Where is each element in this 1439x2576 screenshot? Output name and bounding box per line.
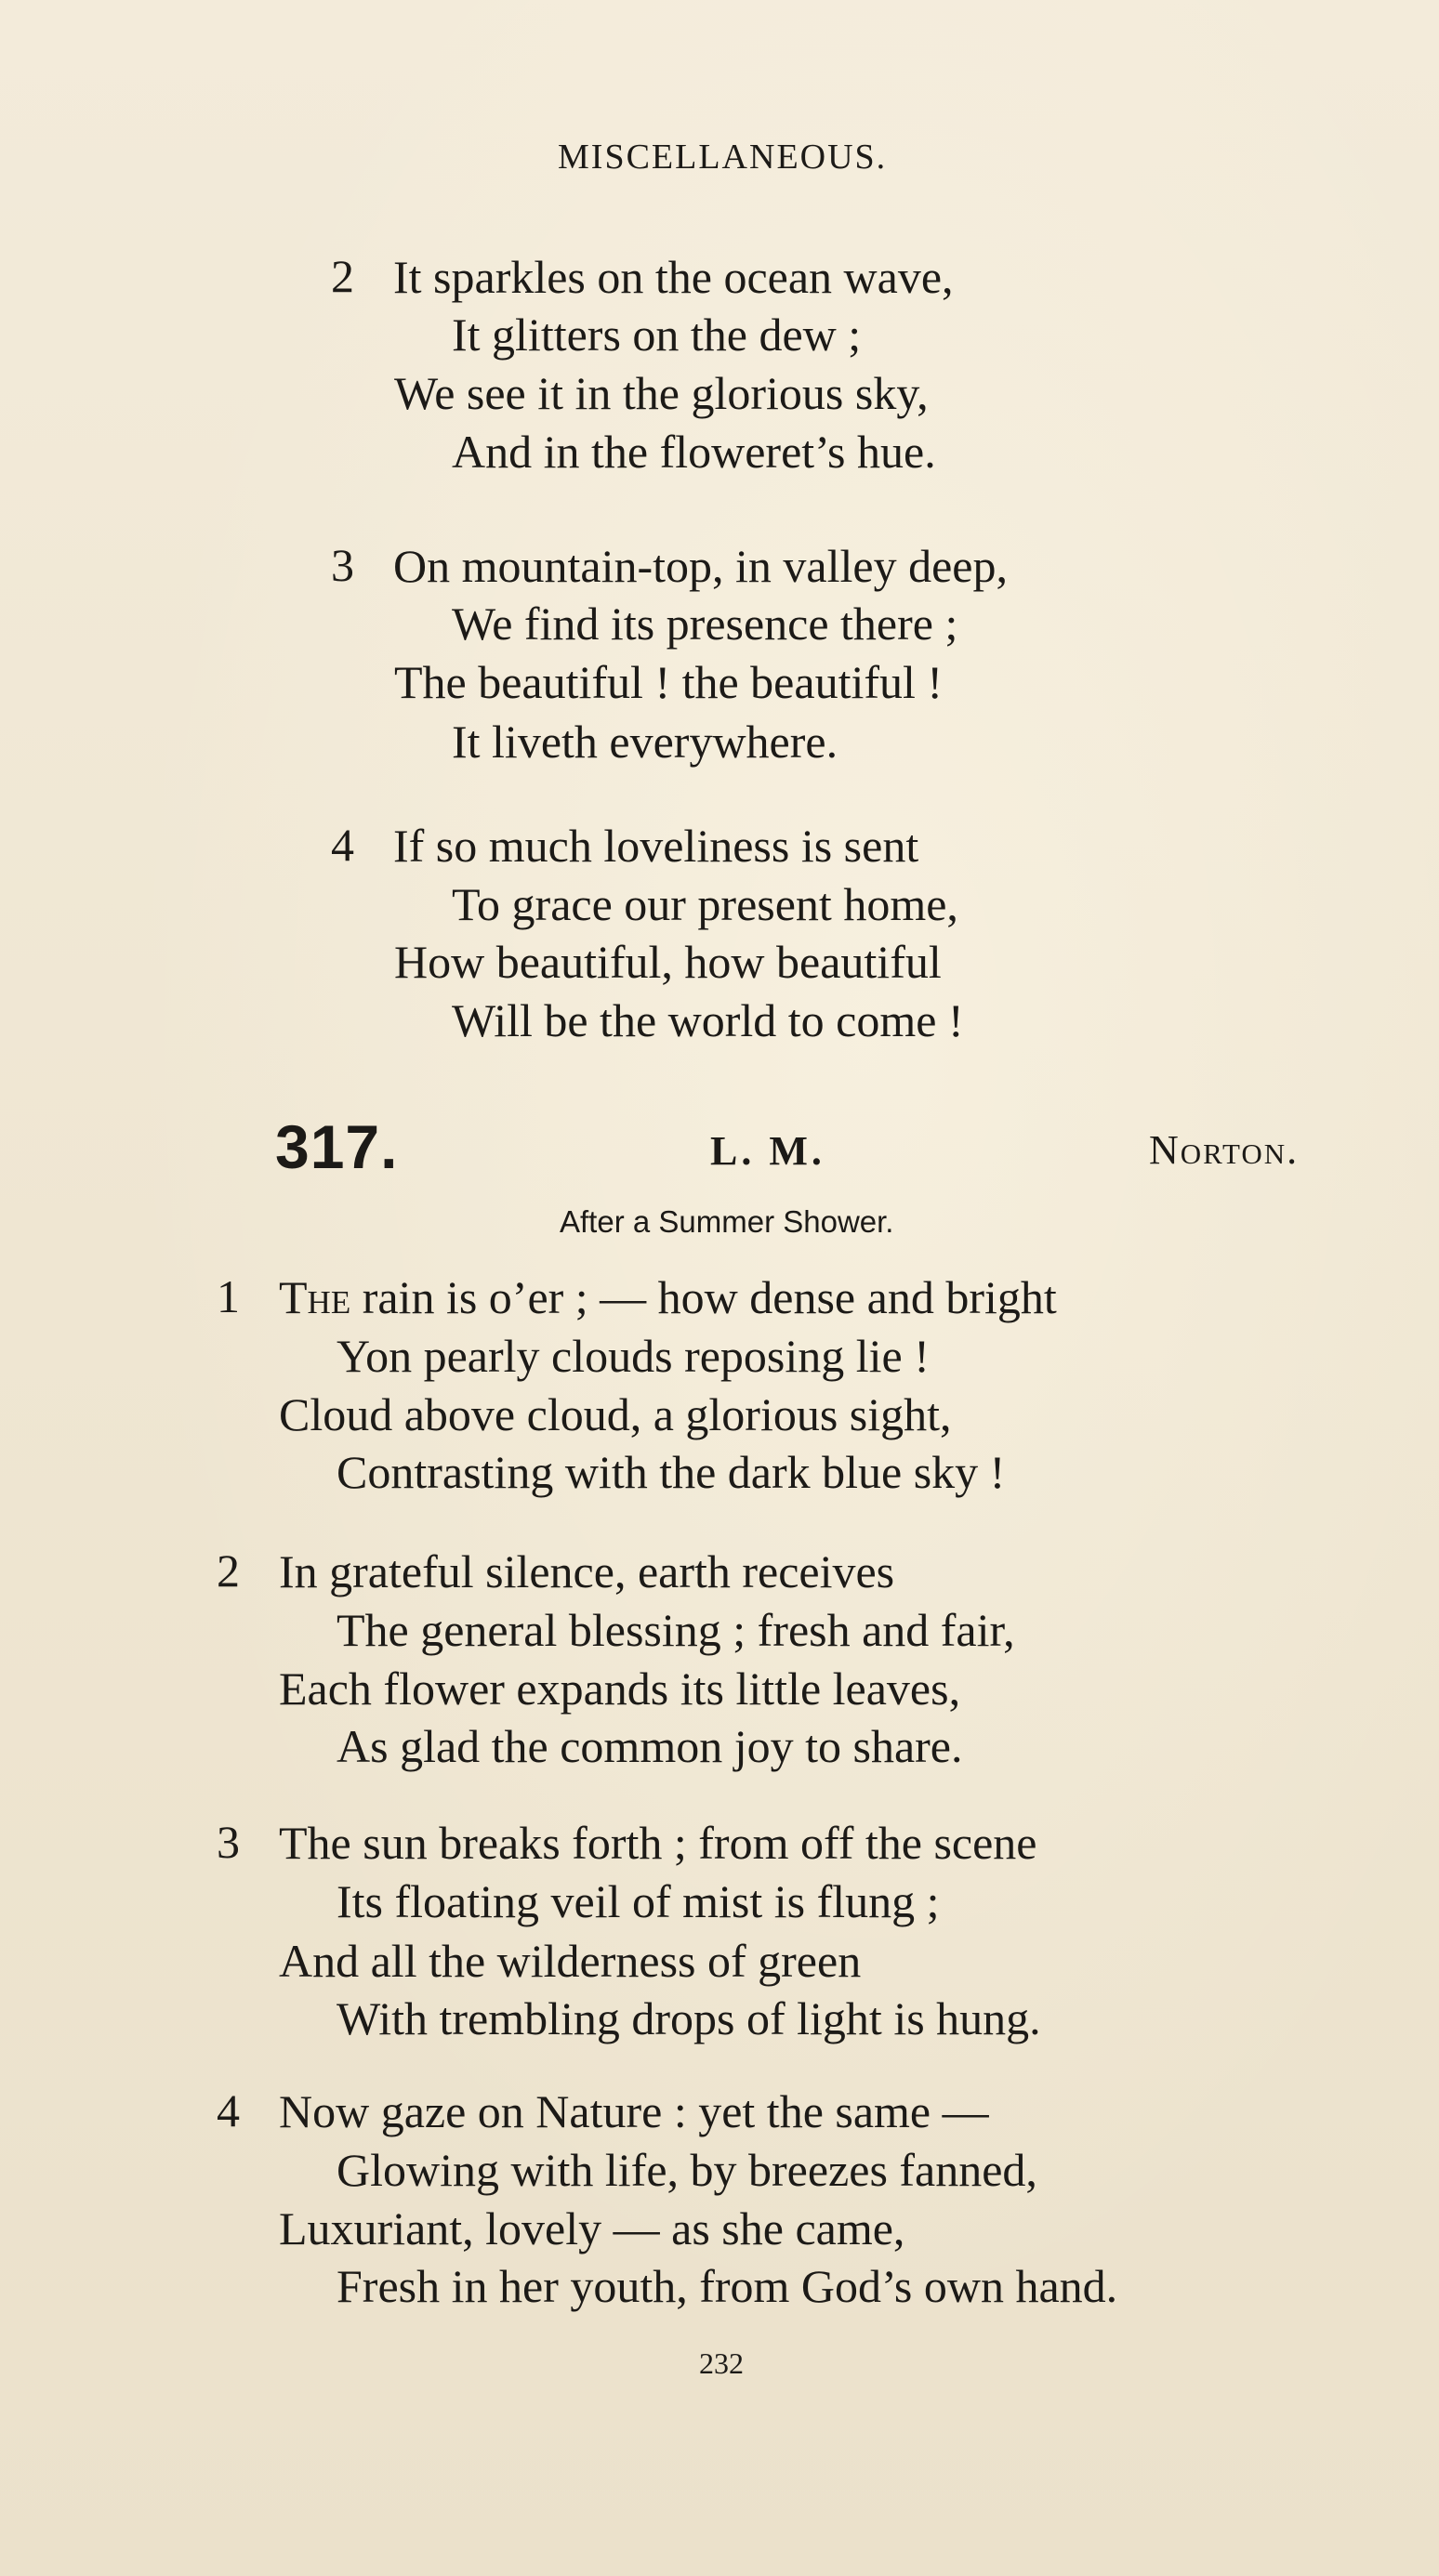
hymn-line: The beautiful ! the beautiful ! bbox=[394, 656, 944, 708]
hymn-line: How beautiful, how beautiful bbox=[394, 936, 942, 988]
hymn-line: We see it in the glorious sky, bbox=[394, 367, 929, 419]
hymn-line: In grateful silence, earth receives bbox=[279, 1545, 895, 1597]
hymn-line-rest: rain is o’er ; — how dense and bright bbox=[350, 1271, 1057, 1323]
stanza-number: 4 bbox=[331, 819, 354, 871]
stanza-number: 3 bbox=[331, 539, 354, 591]
stanza-number: 1 bbox=[217, 1270, 240, 1322]
hymn-line: The sun breaks forth ; from off the scene bbox=[279, 1817, 1037, 1869]
hymn-line: It sparkles on the ocean wave, bbox=[393, 251, 954, 303]
hymn-line: Yon pearly clouds reposing lie ! bbox=[337, 1330, 930, 1382]
stanza-number: 4 bbox=[217, 2084, 240, 2136]
hymn-line: With trembling drops of light is hung. bbox=[337, 1992, 1041, 2044]
page-number: 232 bbox=[699, 2346, 744, 2380]
first-word-small-caps: The bbox=[279, 1271, 351, 1323]
hymn-line: It liveth everywhere. bbox=[452, 716, 838, 768]
hymn-line: It glitters on the dew ; bbox=[452, 309, 862, 361]
hymn-line: Each flower expands its little leaves, bbox=[279, 1663, 961, 1715]
hymn-line: Its floating veil of mist is flung ; bbox=[337, 1875, 940, 1927]
hymn-line: As glad the common joy to share. bbox=[337, 1720, 963, 1772]
hymn-number: 317. bbox=[275, 1112, 399, 1181]
hymn-meter: L. M. bbox=[710, 1128, 825, 1174]
stanza-number: 2 bbox=[331, 250, 354, 302]
hymn-line: The general blessing ; fresh and fair, bbox=[337, 1604, 1015, 1656]
stanza-number: 3 bbox=[217, 1816, 240, 1868]
hymn-line: Fresh in her youth, from God’s own hand. bbox=[337, 2260, 1118, 2312]
hymn-line: Glowing with life, by breezes fanned, bbox=[337, 2144, 1037, 2196]
hymn-line: And in the floweret’s hue. bbox=[452, 426, 936, 478]
running-header: MISCELLANEOUS. bbox=[558, 138, 888, 177]
hymn-line: To grace our present home, bbox=[452, 878, 958, 930]
hymn-line: Cloud above cloud, a glorious sight, bbox=[279, 1388, 952, 1440]
hymn-line: Will be the world to come ! bbox=[452, 994, 964, 1046]
hymn-line-first bbox=[279, 1269, 1057, 1325]
hymn-line: If so much loveliness is sent bbox=[393, 820, 919, 872]
hymn-line: Luxuriant, lovely — as she came, bbox=[279, 2202, 905, 2254]
hymn-line: Contrasting with the dark blue sky ! bbox=[337, 1446, 1006, 1498]
hymn-title: After a Summer Shower. bbox=[560, 1204, 894, 1239]
hymn-line: We find its presence there ; bbox=[452, 598, 958, 650]
hymn-tune-name: Norton. bbox=[1149, 1127, 1300, 1173]
hymn-line: On mountain-top, in valley deep, bbox=[393, 540, 1008, 592]
hymn-line: And all the wilderness of green bbox=[279, 1935, 862, 1987]
stanza-number: 2 bbox=[217, 1544, 240, 1597]
hymn-line: Now gaze on Nature : yet the same — bbox=[279, 2085, 989, 2137]
